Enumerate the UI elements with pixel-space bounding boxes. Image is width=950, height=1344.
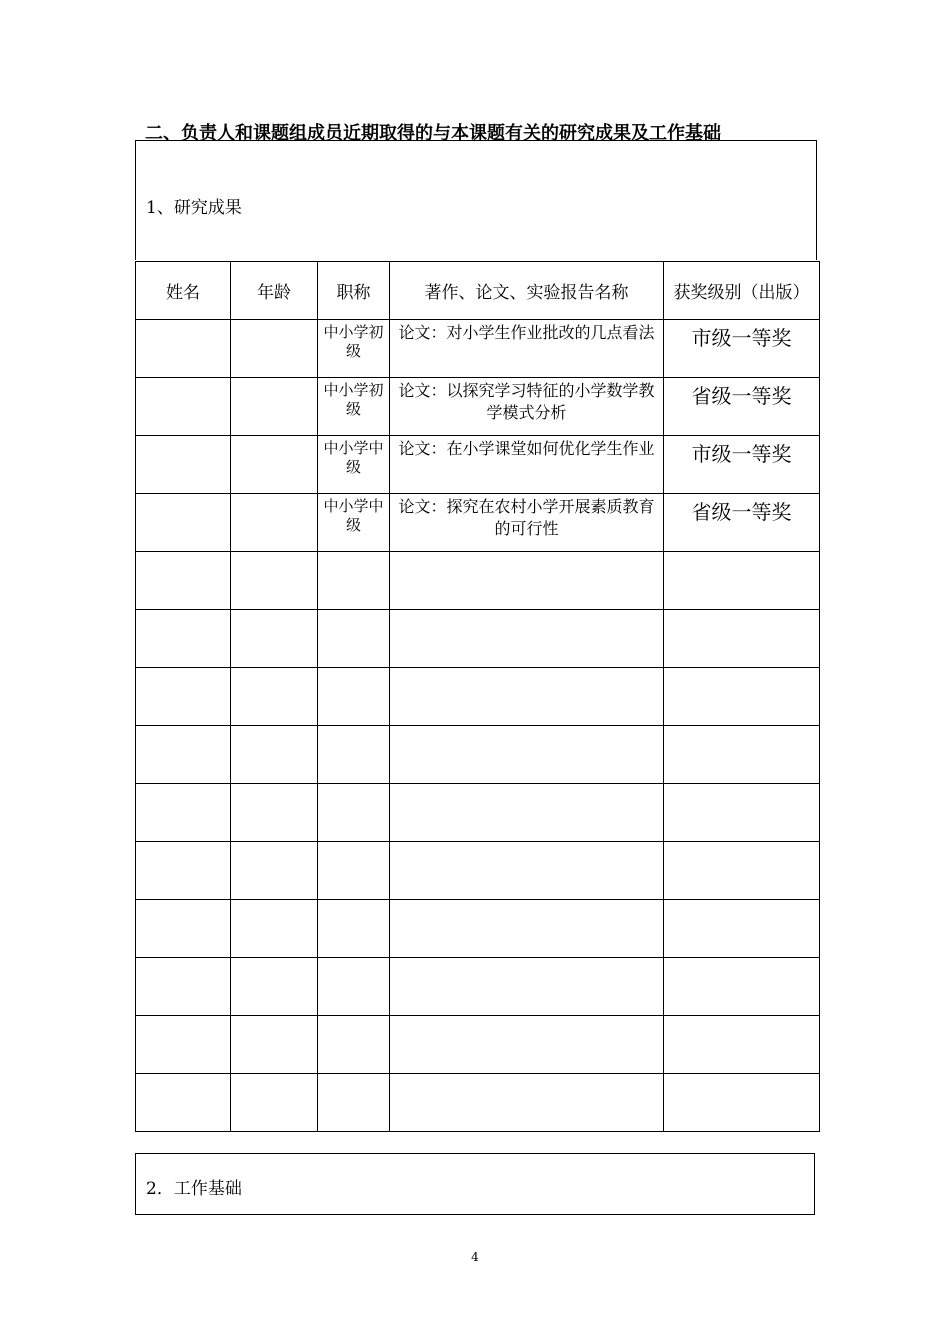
cell-rank-text: 中小学中级 (323, 439, 384, 476)
cell-age (231, 1016, 318, 1074)
cell-name (136, 900, 231, 958)
table-row (136, 320, 820, 378)
cell-age (231, 784, 318, 842)
table-row (136, 378, 820, 436)
research-results-title: 1、研究成果 (146, 198, 242, 218)
cell-award (664, 668, 820, 726)
cell-award-text (664, 668, 819, 670)
table-row (136, 726, 820, 784)
cell-title (390, 726, 664, 784)
cell-rank-text (318, 1016, 389, 1019)
cell-name (136, 610, 231, 668)
cell-age (231, 610, 318, 668)
cell-name (136, 378, 231, 436)
cell-award-text (664, 842, 819, 844)
cell-name (136, 726, 231, 784)
cell-age (231, 494, 318, 552)
cell-title-text (390, 1074, 663, 1076)
cell-title (390, 1074, 664, 1132)
cell-rank (318, 610, 390, 668)
cell-title-text (390, 842, 663, 844)
cell-age (231, 726, 318, 784)
cell-name (136, 494, 231, 552)
cell-title-text (390, 610, 663, 612)
table-row (136, 668, 820, 726)
cell-title-text: 论文：以探究学习特征的小学数学教学模式分析 (398, 381, 655, 422)
cell-rank-text: 中小学初级 (323, 323, 384, 360)
cell-rank (318, 958, 390, 1016)
cell-name (136, 1074, 231, 1132)
cell-title-text (390, 784, 663, 786)
cell-rank-text (318, 610, 389, 613)
cell-title (390, 436, 664, 494)
cell-name (136, 1016, 231, 1074)
table-row (136, 784, 820, 842)
cell-rank (318, 1016, 390, 1074)
cell-rank-text (318, 1074, 389, 1077)
cell-age (231, 668, 318, 726)
cell-title-text (390, 726, 663, 728)
cell-award (664, 378, 820, 436)
cell-age (231, 320, 318, 378)
cell-rank-text (318, 668, 389, 671)
cell-award-text (664, 552, 819, 554)
cell-award-text: 省级一等奖 (691, 500, 792, 524)
column-header-title: 著作、论文、实验报告名称 (390, 262, 664, 320)
research-results-box (135, 140, 817, 260)
cell-title-text (390, 668, 663, 670)
cell-name (136, 668, 231, 726)
cell-award (664, 552, 820, 610)
cell-award-text: 市级一等奖 (691, 442, 792, 466)
cell-rank (318, 320, 390, 378)
cell-award-text (664, 958, 819, 960)
cell-award-text: 市级一等奖 (691, 326, 792, 350)
cell-rank (318, 784, 390, 842)
cell-name (136, 436, 231, 494)
cell-age (231, 900, 318, 958)
table-header-row (136, 262, 820, 320)
cell-award (664, 610, 820, 668)
cell-title-text (390, 958, 663, 960)
cell-age (231, 1074, 318, 1132)
cell-title (390, 494, 664, 552)
cell-age (231, 436, 318, 494)
cell-rank-text: 中小学中级 (323, 497, 384, 534)
table-row (136, 494, 820, 552)
cell-name (136, 784, 231, 842)
cell-title-text (390, 1016, 663, 1018)
table-row (136, 1016, 820, 1074)
cell-award (664, 436, 820, 494)
cell-title-text (390, 900, 663, 902)
cell-rank-text (318, 842, 389, 845)
table-row (136, 842, 820, 900)
cell-title-text: 论文：探究在农村小学开展素质教育的可行性 (398, 497, 655, 538)
table-row (136, 436, 820, 494)
cell-award (664, 958, 820, 1016)
cell-rank (318, 668, 390, 726)
cell-award (664, 784, 820, 842)
results-table (135, 261, 820, 1132)
cell-title-text: 论文：对小学生作业批改的几点看法 (398, 323, 655, 342)
cell-rank (318, 726, 390, 784)
cell-award-text (664, 1074, 819, 1076)
work-foundation-box (135, 1153, 815, 1215)
column-header-age: 年龄 (231, 262, 318, 320)
cell-rank (318, 436, 390, 494)
table-row (136, 900, 820, 958)
cell-title (390, 1016, 664, 1074)
cell-rank-text (318, 900, 389, 903)
cell-award-text (664, 726, 819, 728)
section-heading: 二、负责人和课题组成员近期取得的与本课题有关的研究成果及工作基础 (145, 123, 721, 144)
cell-rank-text (318, 784, 389, 787)
cell-rank (318, 494, 390, 552)
cell-name (136, 320, 231, 378)
cell-rank-text (318, 958, 389, 961)
table-row (136, 1074, 820, 1132)
cell-rank-text (318, 552, 389, 555)
cell-award-text (664, 900, 819, 902)
cell-rank-text: 中小学初级 (323, 381, 384, 418)
table-row (136, 958, 820, 1016)
cell-name (136, 842, 231, 900)
cell-title (390, 552, 664, 610)
cell-award-text (664, 784, 819, 786)
cell-rank (318, 1074, 390, 1132)
cell-rank-text (318, 726, 389, 729)
cell-award (664, 842, 820, 900)
cell-award (664, 726, 820, 784)
cell-name (136, 552, 231, 610)
cell-name (136, 958, 231, 1016)
cell-rank (318, 842, 390, 900)
column-header-rank: 职称 (318, 262, 390, 320)
cell-age (231, 552, 318, 610)
cell-award (664, 320, 820, 378)
cell-award (664, 1016, 820, 1074)
cell-award-text: 省级一等奖 (691, 384, 792, 408)
work-foundation-title: 2．工作基础 (146, 1179, 242, 1199)
cell-title (390, 842, 664, 900)
cell-award (664, 900, 820, 958)
cell-award (664, 494, 820, 552)
cell-title (390, 900, 664, 958)
cell-rank (318, 552, 390, 610)
cell-title (390, 668, 664, 726)
table-row (136, 552, 820, 610)
cell-age (231, 842, 318, 900)
cell-title (390, 784, 664, 842)
cell-award (664, 1074, 820, 1132)
cell-age (231, 378, 318, 436)
cell-title (390, 320, 664, 378)
cell-title (390, 610, 664, 668)
cell-title-text (390, 552, 663, 554)
column-header-name: 姓名 (136, 262, 231, 320)
results-table-body (136, 320, 820, 1132)
page-number: 4 (471, 1250, 479, 1264)
cell-title (390, 958, 664, 1016)
cell-age (231, 958, 318, 1016)
cell-award-text (664, 610, 819, 612)
cell-award-text (664, 1016, 819, 1018)
cell-title (390, 378, 664, 436)
column-header-award: 获奖级别（出版） (664, 262, 820, 320)
cell-rank (318, 378, 390, 436)
table-row (136, 610, 820, 668)
cell-title-text: 论文：在小学课堂如何优化学生作业 (398, 439, 655, 458)
cell-rank (318, 900, 390, 958)
